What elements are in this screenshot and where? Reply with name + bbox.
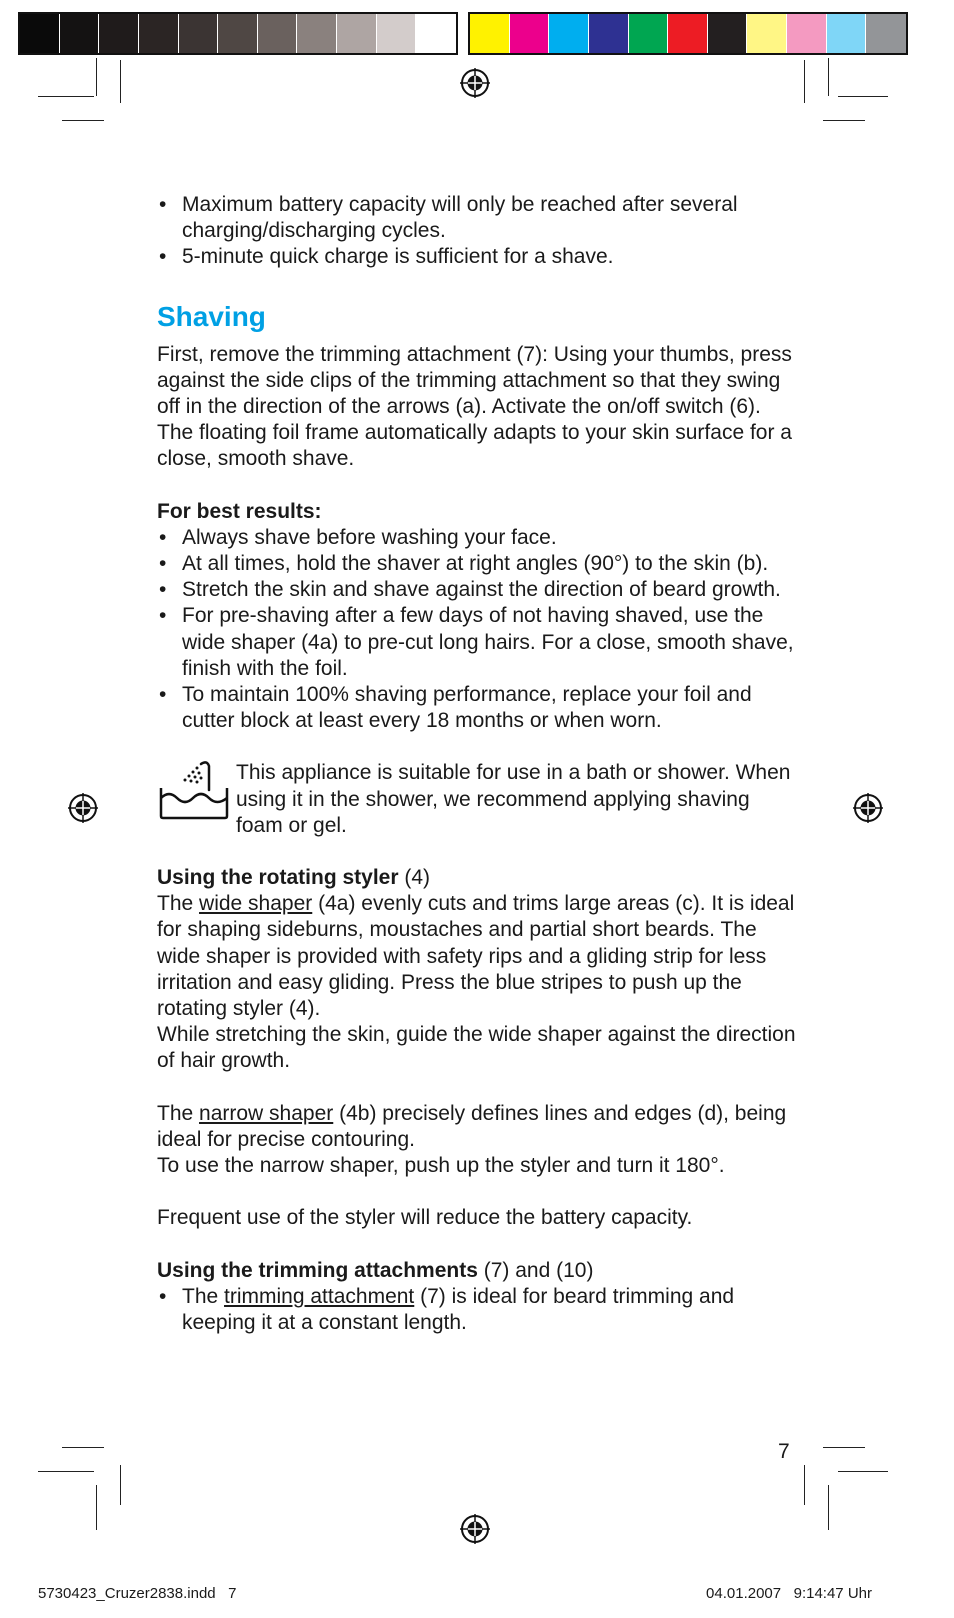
- text-run: The: [157, 892, 200, 916]
- trimming-heading-title: Using the trimming attachments: [157, 1258, 478, 1282]
- crop-mark: [823, 1447, 865, 1448]
- styler-paragraph-1: [157, 891, 797, 1022]
- registration-mark-icon: [458, 1512, 492, 1546]
- page-number: 7: [778, 1440, 790, 1463]
- registration-mark-icon: [851, 791, 885, 825]
- narrow-shaper-term: narrow shaper: [199, 1101, 334, 1125]
- slug-file-info: 5730423_Cruzer2838.indd 7: [38, 1585, 237, 1602]
- color-swatch: [179, 14, 219, 53]
- text-run: The: [157, 1101, 200, 1125]
- styler-paragraph-5: Frequent use of the styler will reduce the battery capacity.: [157, 1206, 693, 1230]
- color-swatch: [337, 14, 377, 53]
- list-item: • At all times, hold the shaver at right angles (90°) to the skin (b).: [157, 551, 797, 577]
- page-content: [157, 192, 797, 1336]
- intro-bullet-list: [157, 192, 797, 271]
- styler-paragraph-4: To use the narrow shaper, push up the styler and turn it 180°.: [157, 1154, 725, 1178]
- styler-heading-ref: (4): [398, 866, 431, 890]
- color-swatch: [549, 14, 589, 53]
- crop-mark: [38, 96, 94, 97]
- color-swatch: [20, 14, 60, 53]
- color-swatch: [510, 14, 550, 53]
- styler-paragraph-3: [157, 1101, 797, 1153]
- color-swatch: [218, 14, 258, 53]
- color-swatch: [589, 14, 629, 53]
- list-item: • For pre-shaving after a few days of not having shaved, use the wide shaper (4a) to pre-cut long hairs. For a close, smooth shave, finish with the foil.: [157, 603, 797, 682]
- wide-shaper-term: wide shaper: [199, 892, 313, 916]
- best-results-list: [157, 525, 797, 735]
- grayscale-color-bar: [18, 12, 458, 55]
- crop-mark: [838, 96, 888, 97]
- crop-mark: [804, 1465, 805, 1505]
- registration-mark-icon: [458, 66, 492, 100]
- styler-heading-title: Using the rotating styler: [157, 866, 399, 890]
- trimming-heading-ref: (7) and (10): [477, 1258, 594, 1282]
- section-title: Shaving: [157, 300, 266, 332]
- list-item: • Stretch the skin and shave against the direction of beard growth.: [157, 577, 797, 603]
- crop-mark: [120, 1465, 121, 1505]
- shower-note-text: This appliance is suitable for use in a bath or shower. When using it in the shower, we recommend applying shaving foam or gel.: [236, 761, 791, 837]
- styler-paragraph-2: While stretching the skin, guide the wide shaper against the direction of hair growth.: [157, 1023, 796, 1073]
- color-swatch: [787, 14, 827, 53]
- color-swatch: [297, 14, 337, 53]
- registration-mark-icon: [66, 791, 100, 825]
- bath-shower-icon: [157, 758, 231, 822]
- color-swatch: [747, 14, 787, 53]
- text-run: (4b) precisely defines lines and edges (d), being ideal for precise contouring.: [157, 1101, 787, 1151]
- color-swatch: [60, 14, 100, 53]
- crop-mark: [62, 1447, 104, 1448]
- list-item: • 5-minute quick charge is sufficient for a shave.: [157, 244, 797, 270]
- color-swatch: [668, 14, 708, 53]
- crop-mark: [96, 58, 97, 96]
- crop-mark: [823, 120, 865, 121]
- list-item: • Always shave before washing your face.: [157, 525, 797, 551]
- color-swatch: [866, 14, 906, 53]
- color-swatch: [139, 14, 179, 53]
- crop-mark: [62, 120, 104, 121]
- list-item: • Maximum battery capacity will only be reached after several charging/discharging cycles.: [157, 192, 797, 244]
- color-swatch: [416, 14, 456, 53]
- shaving-intro-paragraph: First, remove the trimming attachment (7): Using your thumbs, press against the side clips of the trimming attachment so that they swing off in the direction of the arrows (a). Activate the on/off switch (6). The floating foil frame automatically adapts to your skin surface for a close, smooth shave.: [157, 342, 792, 471]
- best-results-heading: For best results:: [157, 499, 322, 523]
- shower-note: [157, 760, 797, 839]
- crop-mark: [828, 58, 829, 96]
- crop-mark: [120, 60, 121, 103]
- color-swatch: [258, 14, 298, 53]
- color-swatch: [708, 14, 748, 53]
- color-swatch: [99, 14, 139, 53]
- text-run: (7) is ideal for beard trimming and keeping it at a constant length.: [182, 1284, 735, 1334]
- crop-mark: [38, 1471, 94, 1472]
- color-swatch: [629, 14, 669, 53]
- text-run: (4a) evenly cuts and trims large areas (c). It is ideal for shaping sideburns, moustaches and partial short beards. The wide shaper is provided with safety rips and a gliding strip for less irritation and easy gliding. Press the blue stripes to push up the rotating styler (4).: [157, 892, 795, 1021]
- trimming-attachment-term: trimming attachment: [224, 1284, 415, 1308]
- crop-mark: [838, 1471, 888, 1472]
- list-item: • To maintain 100% shaving performance, replace your foil and cutter block at least every 18 months or when worn.: [157, 682, 797, 734]
- list-item: [157, 1284, 797, 1336]
- color-swatch: [470, 14, 510, 53]
- crop-mark: [96, 1485, 97, 1530]
- color-swatch: [827, 14, 867, 53]
- text-run: The: [182, 1284, 225, 1308]
- crop-mark: [828, 1485, 829, 1530]
- styler-heading: [157, 865, 797, 891]
- color-swatch: [377, 14, 417, 53]
- slug-timestamp: 04.01.2007 9:14:47 Uhr: [706, 1585, 872, 1602]
- trimming-heading: [157, 1258, 797, 1284]
- process-color-bar: [468, 12, 908, 55]
- trimming-list: [157, 1284, 797, 1336]
- crop-mark: [804, 60, 805, 103]
